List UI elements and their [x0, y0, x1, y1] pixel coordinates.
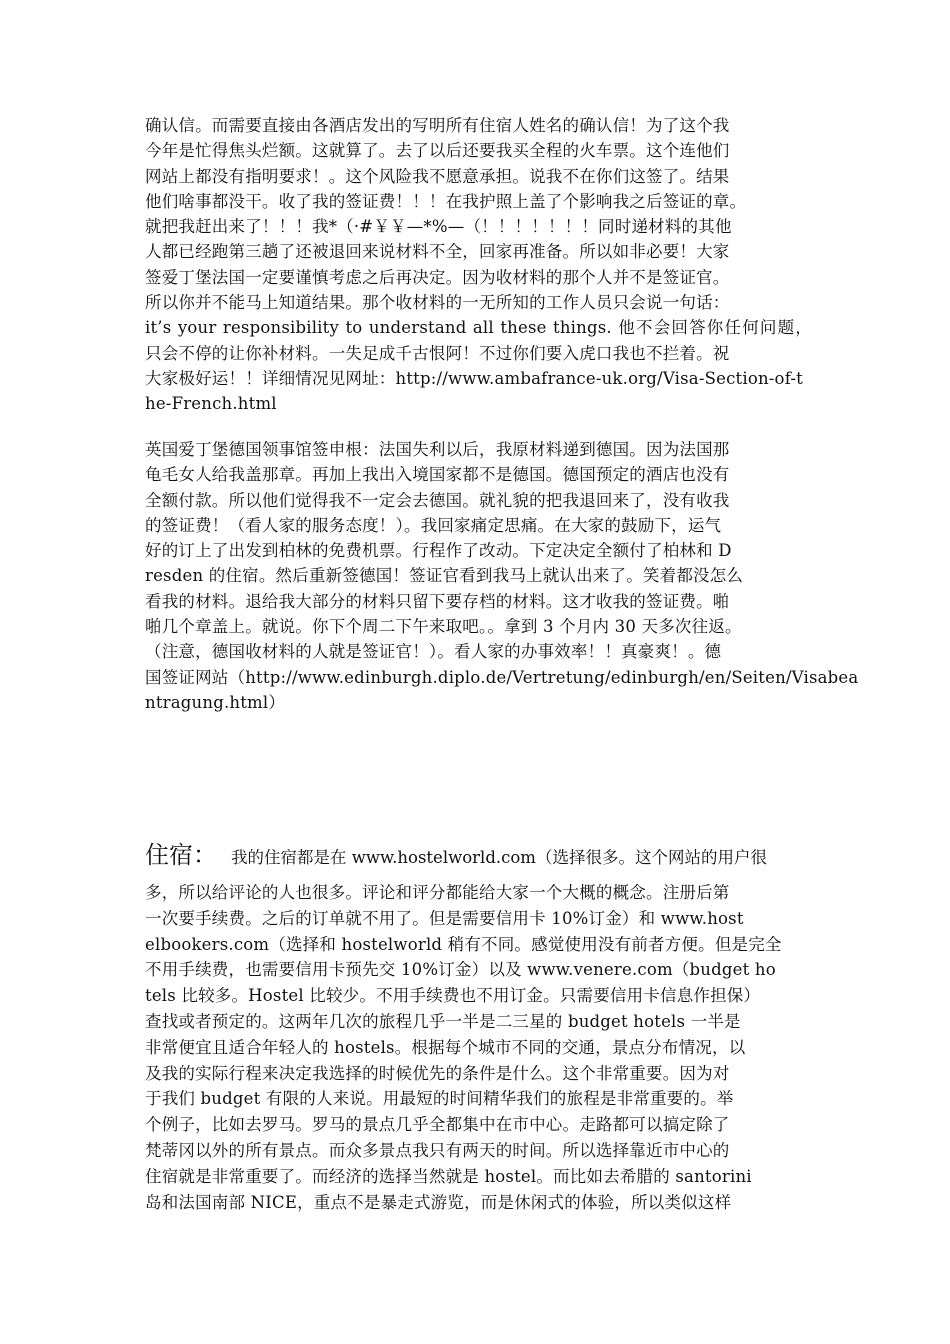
text-line: 啪几个章盖上。就说。你下个周二下午来取吧。。拿到 3 个月内 30 天多次往返。	[145, 617, 742, 637]
section-heading-line	[145, 838, 812, 872]
text-line: 查找或者预定的。这两年几次的旅程几乎一半是二三星的 budget hotels 一半是	[145, 1011, 741, 1031]
text-line: 一次要手续费。之后的订单就不用了。但是需要信用卡 10%订金）和 www.host	[145, 908, 744, 928]
text-line: 不用手续费，也需要信用卡预先交 10%订金）以及 www.venere.com（budget ho	[145, 960, 776, 980]
text-line: 全额付款。所以他们觉得我不一定会去德国。就礼貌的把我退回来了，没有收我	[145, 490, 730, 510]
text-line: 好的订上了出发到柏林的免费机票。行程作了改动。下定决定全额付了柏林和 D	[145, 541, 732, 561]
text-line: （注意，德国收材料的人就是签证官！）。看人家的办事效率！！真豪爽！。德	[145, 642, 722, 662]
section-accommodation	[145, 838, 812, 1212]
text-line: 就把我赶出来了！！！我*（·#￥￥—*%—（！！！！！！！同时递材料的其他	[145, 217, 732, 237]
text-line: 非常便宜且适合年轻人的 hostels。根据每个城市不同的交通，景点分布情况，以	[145, 1037, 746, 1057]
text-line: 住宿就是非常重要了。而经济的选择当然就是 hostel。而比如去希腊的 santorini	[145, 1166, 752, 1186]
paragraph-france-visa	[145, 113, 812, 417]
text-line: 他们啥事都没干。收了我的签证费！！！在我护照上盖了个影响我之后签证的章。	[145, 191, 747, 211]
paragraph-accommodation	[145, 880, 812, 1215]
text-line: 今年是忙得焦头烂额。这就算了。去了以后还要我买全程的火车票。这个连他们	[145, 141, 730, 161]
text-line: 签爱丁堡法国一定要谨慎考虑之后再决定。因为收材料的那个人并不是签证官。	[145, 267, 730, 287]
text-line: elbookers.com（选择和 hostelworld 稍有不同。感觉使用没有前者方便。但是完全	[145, 934, 782, 954]
text-line: 网站上都没有指明要求！。这个风险我不愿意承担。说我不在你们这签了。结果	[145, 166, 730, 186]
paragraph-germany-visa	[145, 437, 859, 715]
text-line: 看我的材料。退给我大部分的材料只留下要存档的材料。这才收我的签证费。啪	[145, 591, 730, 611]
text-line-with-link: ntragung.html）	[145, 692, 286, 712]
text-line: 所以你并不能马上知道结果。那个收材料的一无所知的工作人员只会说一句话：	[145, 293, 730, 313]
text-line: 个例子，比如去罗马。罗马的景点几乎全都集中在市中心。走路都可以搞定除了	[145, 1115, 730, 1135]
text-line: 英国爱丁堡德国领事馆签申根：法国失利以后，我原材料递到德国。因为法国那	[145, 440, 730, 459]
text-line: it’s your responsibility to understand all these things. 他不会回答你任何问题，	[145, 318, 812, 338]
text-line: 于我们 budget 有限的人来说。用最短的时间精华我们的旅程是非常重要的。举	[145, 1089, 734, 1109]
text-line: 确认信。而需要直接由各酒店发出的写明所有住宿人姓名的确认信！为了这个我	[145, 116, 730, 135]
section-heading: 住宿：	[145, 841, 217, 869]
text-line: resden 的住宿。然后重新签德国！签证官看到我马上就认出来了。笑着都没怎么	[145, 566, 744, 586]
text-line-with-link: 大家极好运！！详细情况见网址：http://www.ambafrance-uk.org/Visa-Section-of-t	[145, 368, 804, 388]
text-line: 及我的实际行程来决定我选择的时候优先的条件是什么。这个非常重要。因为对	[145, 1063, 730, 1083]
text-line: 岛和法国南部 NICE，重点不是暴走式游览，而是休闲式的体验，所以类似这样	[145, 1192, 732, 1212]
text-line: 梵蒂冈以外的所有景点。而众多景点我只有两天的时间。所以选择靠近市中心的	[145, 1140, 730, 1160]
text-line-with-link: he-French.html	[145, 394, 277, 414]
text-line: 的签证费！（看人家的服务态度！）。我回家痛定思痛。在大家的鼓励下，运气	[145, 515, 722, 535]
text-line: 龟毛女人给我盖那章。再加上我出入境国家都不是德国。德国预定的酒店也没有	[145, 465, 730, 485]
text-line: 只会不停的让你补材料。一失足成千古恨阿！不过你们要入虎口我也不拦着。祝	[145, 343, 730, 363]
text-line: 我的住宿都是在 www.hostelworld.com（选择很多。这个网站的用户很	[231, 848, 767, 867]
text-line: 人都已经跑第三趟了还被退回来说材料不全，回家再准备。所以如非必要！大家	[145, 242, 730, 262]
text-line: 多，所以给评论的人也很多。评论和评分都能给大家一个大概的概念。注册后第	[145, 883, 730, 902]
text-line: tels 比较多。Hostel 比较少。不用手续费也不用订金。只需要信用卡信息作担保）	[145, 986, 761, 1006]
text-line-with-link: 国签证网站（http://www.edinburgh.diplo.de/Vertretung/edinburgh/en/Seiten/Visabea	[145, 667, 859, 687]
